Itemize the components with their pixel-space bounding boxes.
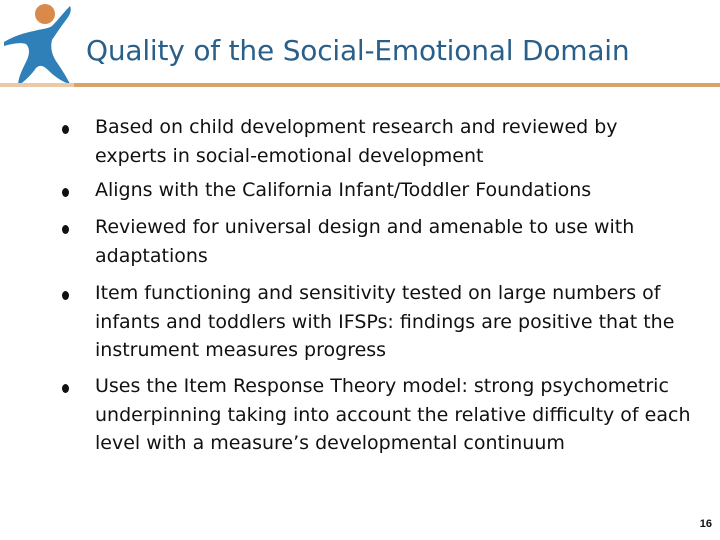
bullet-item <box>95 372 695 458</box>
bullet-text: Item functioning and sensitivity tested on large numbers of infants and toddlers with IFSPs: findings are positive that the instrument measures progress <box>95 282 675 361</box>
slide-title: Quality of the Social-Emotional Domain <box>86 34 630 67</box>
bullet-item <box>95 279 695 365</box>
bullet-item <box>95 113 695 170</box>
bullet-text: Aligns with the California Infant/Toddler Foundations <box>95 179 592 201</box>
bullet-item <box>95 176 695 205</box>
bullet-dot-icon <box>62 225 69 234</box>
bullet-text: Uses the Item Response Theory model: strong psychometric underpinning taking into account the relative difficulty of each level with a measure’s developmental continuum <box>95 375 691 454</box>
bullet-dot-icon <box>62 188 69 197</box>
page-number: 16 <box>699 518 712 530</box>
bullet-dot-icon <box>62 384 69 393</box>
bullet-text: Based on child development research and reviewed by experts in social-emotional development <box>95 116 618 167</box>
bullet-dot-icon <box>62 125 69 134</box>
bullet-item <box>95 213 695 270</box>
bullet-dot-icon <box>62 291 69 300</box>
bullet-text: Reviewed for universal design and amenable to use with adaptations <box>95 216 635 267</box>
